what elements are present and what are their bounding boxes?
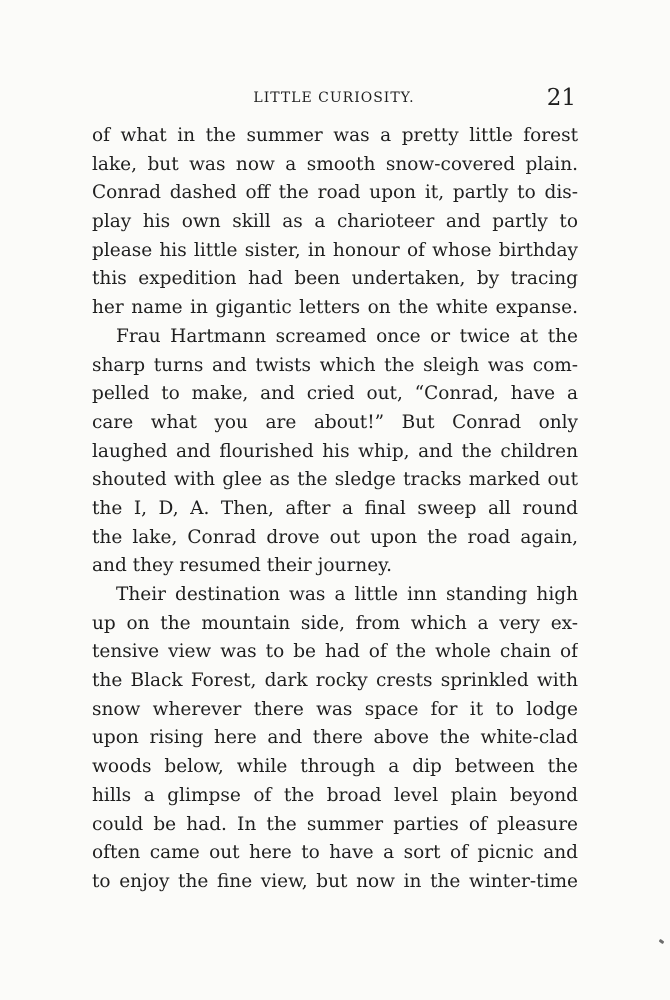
text-line: the Black Forest, dark rocky crests sprinkled with (92, 670, 578, 692)
text-line: pelled to make, and cried out, “Conrad, have a (92, 383, 578, 405)
running-title: LITTLE CURIOSITY. (253, 90, 415, 106)
text-line: care what you are about!” But Conrad only (92, 411, 578, 433)
text-line: could be had. In the summer parties of pleasure (92, 813, 578, 835)
text-line: the I, D, A. Then, after a final sweep all round (92, 497, 578, 519)
text-line: and they resumed their journey. (92, 555, 393, 577)
text-line: up on the mountain side, from which a very ex- (92, 612, 578, 634)
page-header (92, 84, 576, 116)
text-line: lake, but was now a smooth snow-covered plain. (92, 153, 578, 175)
text-line: to enjoy the fine view, but now in the winter-time (92, 870, 578, 892)
text-line: snow wherever there was space for it to lodge (92, 698, 578, 720)
text-line: Their destination was a little inn standing high (116, 584, 578, 605)
page-number: 21 (546, 85, 576, 111)
text-line: of what in the summer was a pretty little forest (92, 125, 578, 146)
text-line: this expedition had been undertaken, by tracing (92, 268, 578, 290)
text-line: play his own skill as a charioteer and partly to (92, 211, 578, 233)
text-line: tensive view was to be had of the whole chain of (92, 641, 578, 663)
text-line: hills a glimpse of the broad level plain beyond (92, 784, 578, 806)
text-line: shouted with glee as the sledge tracks marked out (92, 469, 578, 491)
text-line: her name in gigantic letters on the white expanse. (92, 297, 578, 319)
text-line: Frau Hartmann screamed once or twice at the (116, 325, 578, 347)
text-line: often came out here to have a sort of picnic and (92, 842, 578, 864)
text-line: please his little sister, in honour of whose birthday (92, 239, 578, 261)
text-line: upon rising here and there above the white-clad (92, 727, 578, 749)
text-line: woods below, while through a dip between the (92, 756, 578, 778)
ink-speck (659, 939, 665, 944)
text-body (92, 122, 578, 897)
text-line: the lake, Conrad drove out upon the road again, (92, 526, 578, 548)
text-line: sharp turns and twists which the sleigh was com- (92, 354, 578, 376)
text-line: Conrad dashed off the road upon it, partly to dis- (92, 182, 578, 204)
text-line: laughed and flourished his whip, and the children (92, 440, 578, 462)
